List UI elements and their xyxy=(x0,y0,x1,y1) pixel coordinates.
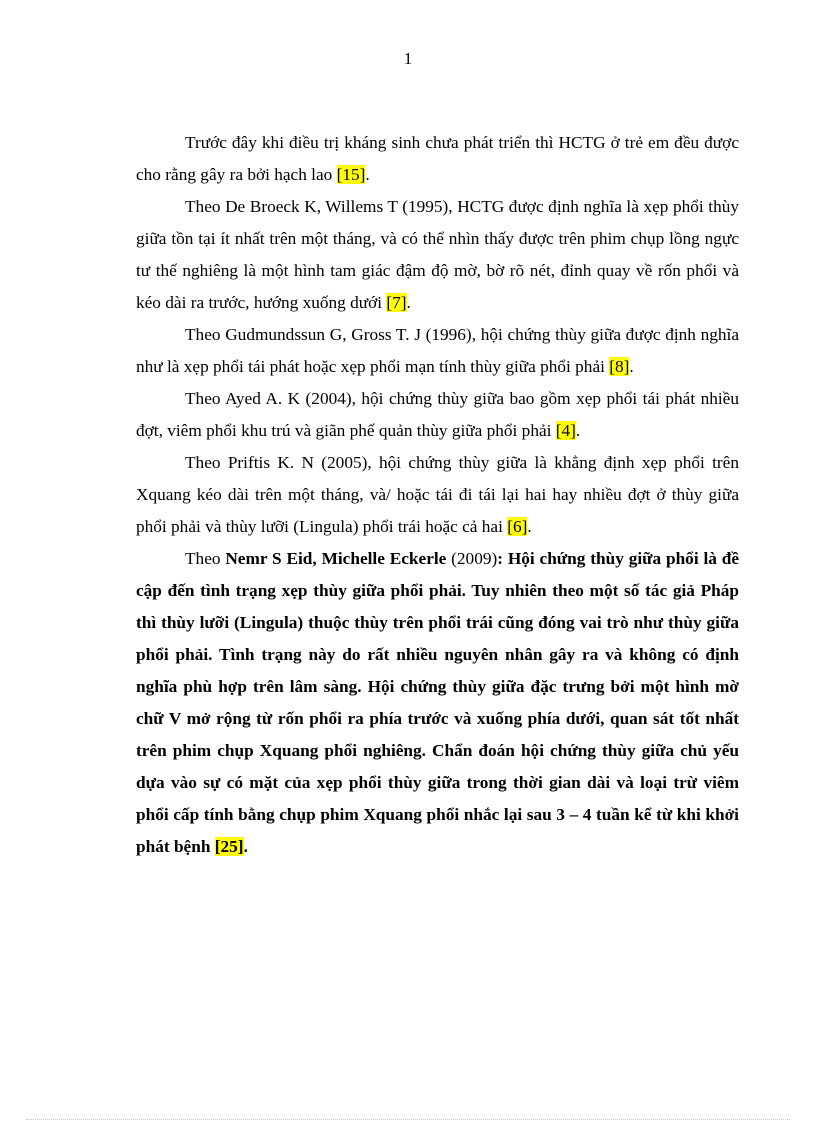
authors: Nemr S Eid, Michelle Eckerle xyxy=(225,549,447,568)
citation-ref: [25] xyxy=(214,837,244,856)
paragraph-end: . xyxy=(527,517,532,536)
paragraph-2 xyxy=(136,191,739,319)
paragraph-1 xyxy=(136,127,739,191)
citation-ref: [4] xyxy=(555,421,576,440)
paragraph-text: Theo Gudmundssun G, Gross T. J (1996), hội chứng thùy giữa được định nghĩa như là xẹp phổi tái phát hoặc xẹp phổi mạn tính thùy giữa phổi phải xyxy=(136,325,739,376)
paragraph-body-bold: : Hội chứng thùy giữa phổi là đề cập đến tình trạng xẹp thùy giữa phổi phải. Tuy nhiên theo một số tác giả Pháp thì thùy lưỡi (Lingula) thuộc thùy trên phổi trái cũng đóng vai trò như thùy giữa phổi phải. Tình trạng này do rất nhiều nguyên nhân gây ra và không có định nghĩa phù hợp trên lâm sàng. Hội chứng thùy giữa đặc trưng bởi một hình mờ chữ V mở rộng từ rốn phổi ra phía trước và xuống phía dưới, quan sát tốt nhất trên phim chụp Xquang phổi nghiêng. Chẩn đoán hội chứng thùy giữa chủ yếu dựa vào sự có mặt của xẹp phổi thùy giữa trong thời gian dài và loại trừ viêm phổi cấp tính bằng chụp phim Xquang phổi nhắc lại sau 3 – 4 tuần kể từ khi khởi phát bệnh xyxy=(136,549,739,856)
paragraph-end: . xyxy=(406,293,411,312)
document-body xyxy=(136,127,739,863)
paragraph-5 xyxy=(136,447,739,543)
paragraph-end: . xyxy=(365,165,370,184)
paragraph-text: Theo Ayed A. K (2004), hội chứng thùy giữa bao gồm xẹp phổi tái phát nhiều đợt, viêm phổi khu trú và giãn phế quản thùy giữa phổi phải xyxy=(136,389,739,440)
paragraph-end: . xyxy=(575,421,581,440)
citation-ref: [15] xyxy=(336,165,366,184)
citation-ref: [8] xyxy=(609,357,630,376)
paragraph-text: Trước đây khi điều trị kháng sinh chưa phát triển thì HCTG ở trẻ em đều được cho rằng gây ra bởi hạch lao xyxy=(136,133,739,184)
paragraph-text: Theo De Broeck K, Willems T (1995), HCTG được định nghĩa là xẹp phổi thùy giữa tồn tại ít nhất trên một tháng, và có thể nhìn thấy được trên phim chụp lồng ngực tư thế nghiêng là một hình tam giác đậm độ mờ, bờ rõ nét, đỉnh quay về rốn phổi và kéo dài ra trước, hướng xuống dưới xyxy=(136,197,739,312)
paragraph-end: . xyxy=(243,837,248,856)
page-bottom-divider xyxy=(26,1119,790,1120)
citation-ref: [7] xyxy=(386,293,407,312)
paragraph-3 xyxy=(136,319,739,383)
paragraph-end: . xyxy=(629,357,634,376)
paragraph-text: Theo Priftis K. N (2005), hội chứng thùy giữa là khẳng định xẹp phổi trên Xquang kéo dài trên một tháng, và/ hoặc tái đi tái lại hai hay nhiều đợt ở thùy giữa phổi phải và thùy lưỡi (Lingula) phổi trái hoặc cả hai xyxy=(136,453,739,536)
paragraph-lead: Theo xyxy=(185,549,226,568)
paragraph-4 xyxy=(136,383,739,447)
year: (2009) xyxy=(446,549,498,568)
page-number: 1 xyxy=(403,49,413,68)
paragraph-6 xyxy=(136,543,739,863)
citation-ref: [6] xyxy=(507,517,528,536)
